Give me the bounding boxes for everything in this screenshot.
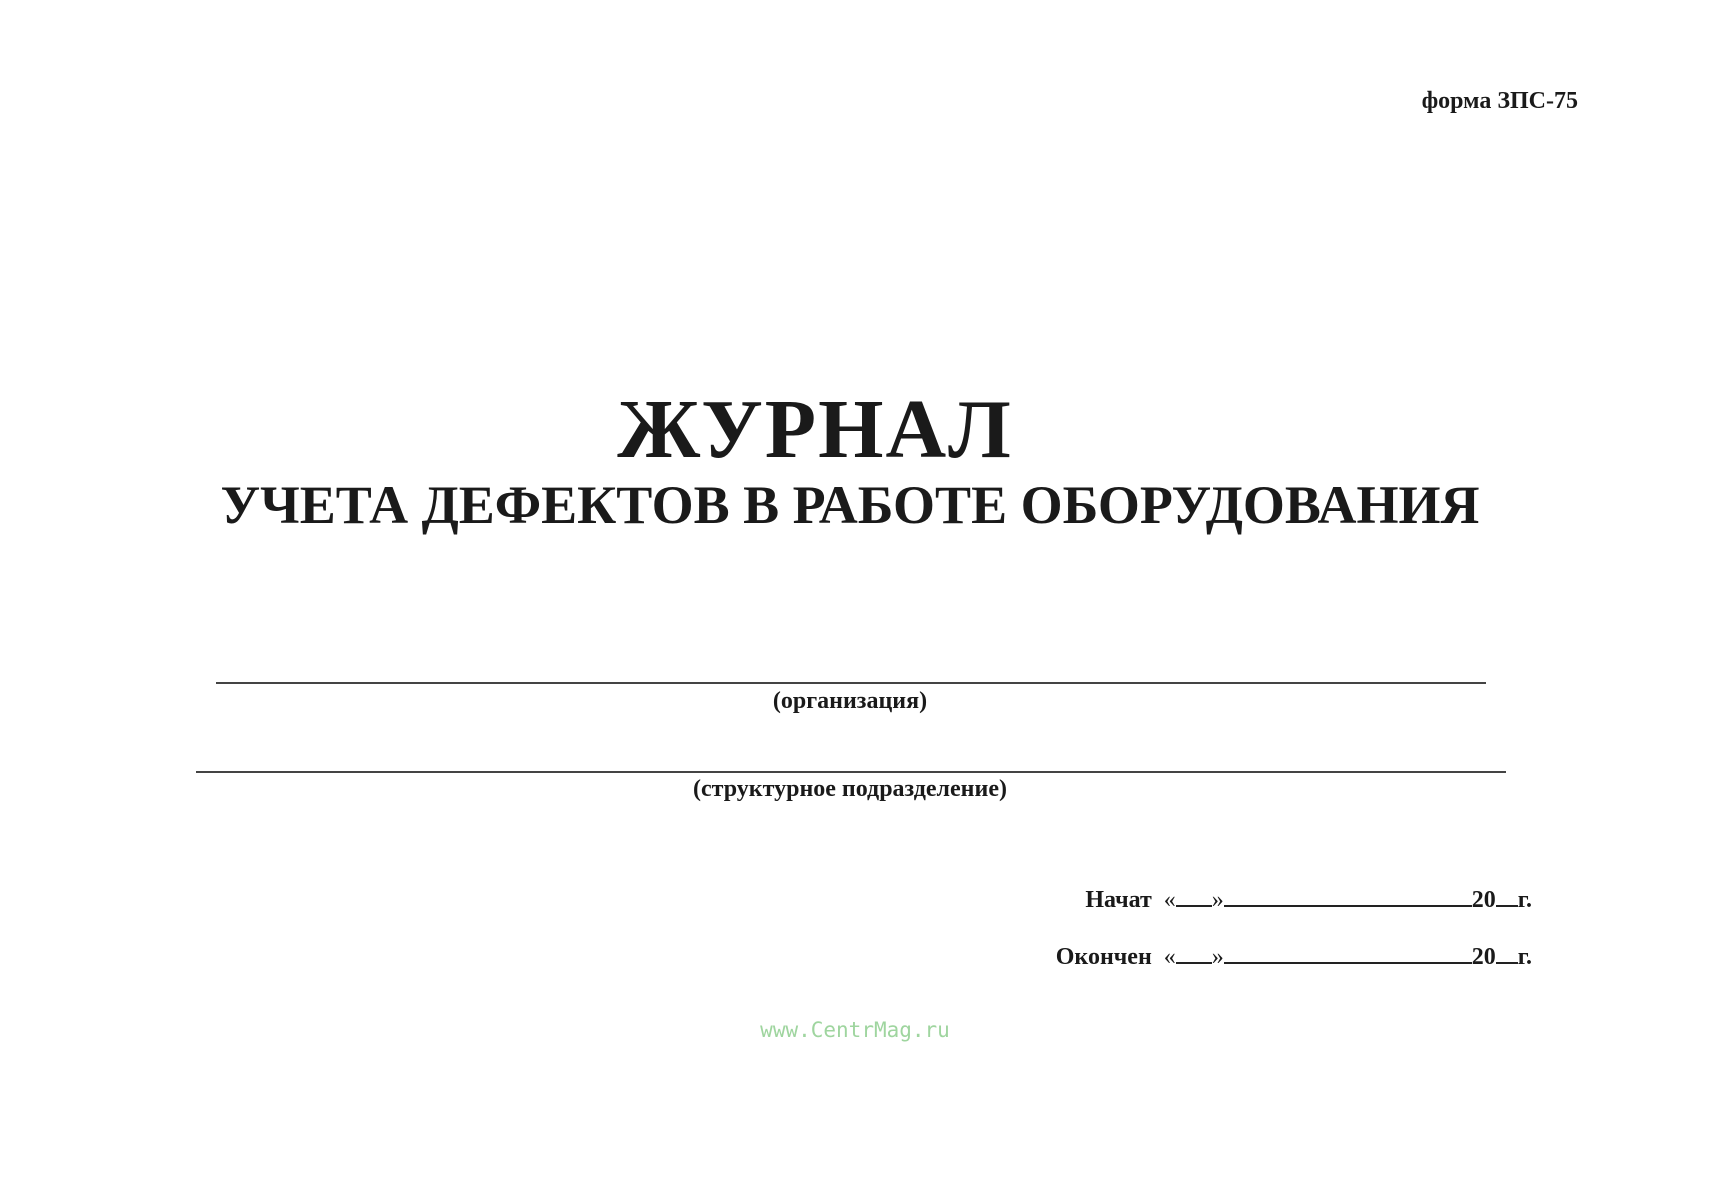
year-blank [1496,944,1518,964]
journal-subtitle: УЧЕТА ДЕФЕКТОВ В РАБОТЕ ОБОРУДОВАНИЯ [220,475,1480,535]
year-prefix: 20 [1471,944,1496,970]
department-caption: (структурное подразделение) [693,776,1007,802]
date-started-label: Начат [1085,887,1152,913]
close-quote: » [1211,944,1224,970]
year-suffix: г. [1517,944,1532,970]
date-started-row [1085,887,1532,914]
department-line [196,771,1506,773]
title-block [0,385,1710,535]
open-quote: « [1163,944,1176,970]
year-blank [1496,887,1518,907]
date-finished-label: Окончен [1055,944,1152,970]
year-prefix: 20 [1471,887,1496,913]
journal-title: ЖУРНАЛ [617,383,1013,476]
year-suffix: г. [1517,887,1532,913]
day-blank [1176,944,1212,964]
day-blank [1176,887,1212,907]
close-quote: » [1211,887,1224,913]
month-blank [1224,944,1472,964]
form-code: форма ЗПС-75 [1421,88,1578,114]
organization-line [216,682,1486,684]
month-blank [1224,887,1472,907]
open-quote: « [1163,887,1176,913]
date-finished-row [1056,944,1532,971]
organization-caption: (организация) [772,688,928,714]
watermark: www.CentrMag.ru [760,1018,950,1042]
